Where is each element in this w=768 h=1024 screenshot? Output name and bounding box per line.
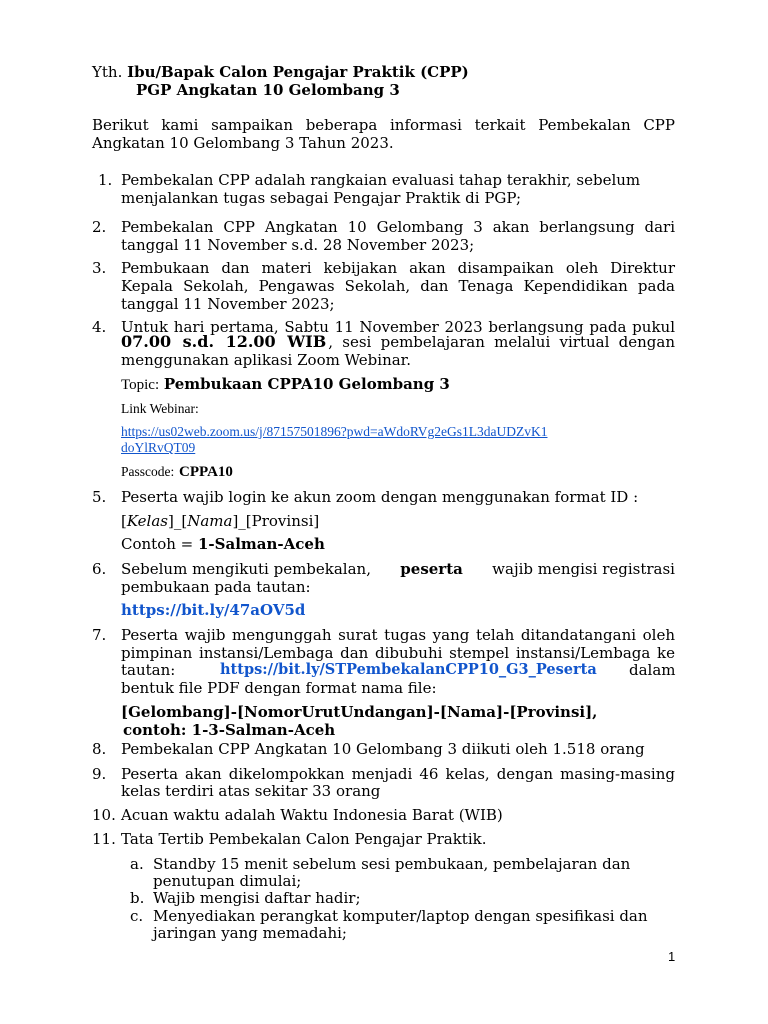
intro-line-1: Berikut kami sampaikan beberapa informasi terkait Pembekalan CPP	[92, 116, 675, 134]
salutation	[92, 63, 469, 81]
zoom-id-format	[121, 512, 319, 530]
item-5-number: 5.	[92, 488, 107, 506]
item-5-contoh	[121, 535, 325, 553]
format-nama: Nama	[187, 512, 233, 530]
intro-line-2: Angkatan 10 Gelombang 3 Tahun 2023.	[92, 134, 394, 152]
item-8-number: 8.	[92, 740, 107, 758]
format-kelas: Kelas	[126, 512, 168, 530]
item-6-number: 6.	[92, 560, 107, 578]
item-11c-letter: c.	[130, 907, 144, 925]
item-7-line-2: pimpinan instansi/Lembaga dan dibubuhi stempel instansi/Lembaga ke	[121, 644, 675, 662]
item-6-line-1-b: wajib mengisi registrasi	[492, 560, 675, 578]
item-4-line-1: Untuk hari pertama, Sabtu 11 November 2023 berlangsung pada pukul	[121, 318, 675, 336]
filename-format: [Gelombang]-[NomorUrutUndangan]-[Nama]-[Provinsi],	[121, 703, 598, 721]
item-4-number: 4.	[92, 318, 107, 336]
page-number: 1	[668, 949, 676, 964]
surat-tugas-link[interactable]: https://bit.ly/STPembekalanCPP10_G3_Peserta	[220, 661, 597, 678]
item-11b-letter: b.	[130, 889, 145, 907]
zoom-link-line-1[interactable]: https://us02web.zoom.us/j/87157501896?pwd=aWdoRVg2eGs1L3daUDZvK1	[121, 424, 548, 439]
item-5-line-1: Peserta wajib login ke akun zoom dengan menggunakan format ID :	[121, 488, 639, 506]
item-1-line-2: menjalankan tugas sebagai Pengajar Praktik di PGP;	[121, 189, 522, 207]
recipient-line-2: PGP Angkatan 10 Gelombang 3	[136, 81, 400, 99]
item-10-number: 10.	[92, 806, 116, 824]
item-9-number: 9.	[92, 765, 107, 783]
item-4-line-2	[121, 333, 675, 351]
item-9-line-1: Peserta akan dikelompokkan menjadi 46 kelas, dengan masing-masing	[121, 765, 675, 783]
passcode-line	[121, 462, 233, 481]
item-2-number: 2.	[92, 218, 107, 236]
item-2-line-1: Pembekalan CPP Angkatan 10 Gelombang 3 akan berlangsung dari	[121, 218, 675, 236]
recipient-line-1: Ibu/Bapak Calon Pengajar Praktik (CPP)	[127, 63, 469, 81]
contoh-label: Contoh =	[121, 535, 198, 553]
yth-label: Yth.	[92, 63, 123, 81]
item-4-line-3: menggunakan aplikasi Zoom Webinar.	[121, 351, 411, 369]
item-4-line-2-rest: , sesi pembelajaran melalui virtual dengan	[328, 333, 675, 351]
peserta-bold: peserta	[400, 560, 463, 578]
item-11a-line-1: Standby 15 menit sebelum sesi pembukaan, pembelajaran dan	[153, 855, 631, 873]
format-sep: ]_[	[167, 512, 188, 530]
item-7-line-4: bentuk file PDF dengan format nama file:	[121, 679, 437, 697]
contoh-value: 1-Salman-Aceh	[198, 535, 325, 553]
item-7-number: 7.	[92, 626, 107, 644]
item-6-line-1	[121, 560, 675, 578]
item-11-number: 11.	[92, 830, 116, 848]
item-11a-letter: a.	[130, 855, 144, 873]
item-11a-line-2: penutupan dimulai;	[153, 872, 302, 890]
item-6-line-2: pembukaan pada tautan:	[121, 578, 311, 596]
zoom-link-line-2[interactable]: doYlRvQT09	[121, 440, 196, 455]
item-3-line-3: tanggal 11 November 2023;	[121, 295, 335, 313]
item-3-line-2: Kepala Sekolah, Pengawas Sekolah, dan Tenaga Kependidikan pada	[121, 277, 675, 295]
link-webinar-label: Link Webinar:	[121, 401, 199, 416]
item-11c-line-2: jaringan yang memadahi;	[153, 924, 347, 942]
item-3-number: 3.	[92, 259, 107, 277]
item-9-line-2: kelas terdiri atas sekitar 33 orang	[121, 782, 381, 800]
passcode-value: CPPA10	[179, 464, 233, 480]
item-3-line-1: Pembukaan dan materi kebijakan akan disampaikan oleh Direktur	[121, 259, 675, 277]
item-7-line-1: Peserta wajib mengunggah surat tugas yang telah ditandatangani oleh	[121, 626, 675, 644]
filename-example: contoh: 1-3-Salman-Aceh	[123, 721, 336, 739]
time-range: 07.00 s.d. 12.00 WIB	[121, 332, 327, 351]
item-6-line-1-a: Sebelum mengikuti pembekalan,	[121, 560, 371, 578]
format-rest: ]_[Provinsi]	[232, 512, 320, 530]
item-1-line-1: Pembekalan CPP adalah rangkaian evaluasi tahap terakhir, sebelum	[121, 171, 641, 189]
topic-value: Pembukaan CPPA10 Gelombang 3	[163, 375, 450, 393]
format-bracket: [	[121, 512, 127, 530]
passcode-label: Passcode:	[121, 464, 175, 479]
topic-line	[121, 375, 450, 394]
topic-label: Topic:	[121, 377, 160, 393]
item-11-line-1: Tata Tertib Pembekalan Calon Pengajar Praktik.	[121, 830, 487, 848]
item-10-line-1: Acuan waktu adalah Waktu Indonesia Barat (WIB)	[121, 806, 503, 824]
registration-link[interactable]: https://bit.ly/47aOV5d	[121, 601, 306, 619]
item-2-line-2: tanggal 11 November s.d. 28 November 2023;	[121, 236, 475, 254]
item-1-number: 1.	[98, 171, 113, 189]
item-7-tautan-label: tautan:	[121, 661, 176, 679]
item-11c-line-1: Menyediakan perangkat komputer/laptop dengan spesifikasi dan	[153, 907, 648, 925]
item-11b-line-1: Wajib mengisi daftar hadir;	[153, 889, 361, 907]
item-8-line-1: Pembekalan CPP Angkatan 10 Gelombang 3 diikuti oleh 1.518 orang	[121, 740, 645, 758]
item-7-dalam: dalam	[629, 661, 676, 679]
